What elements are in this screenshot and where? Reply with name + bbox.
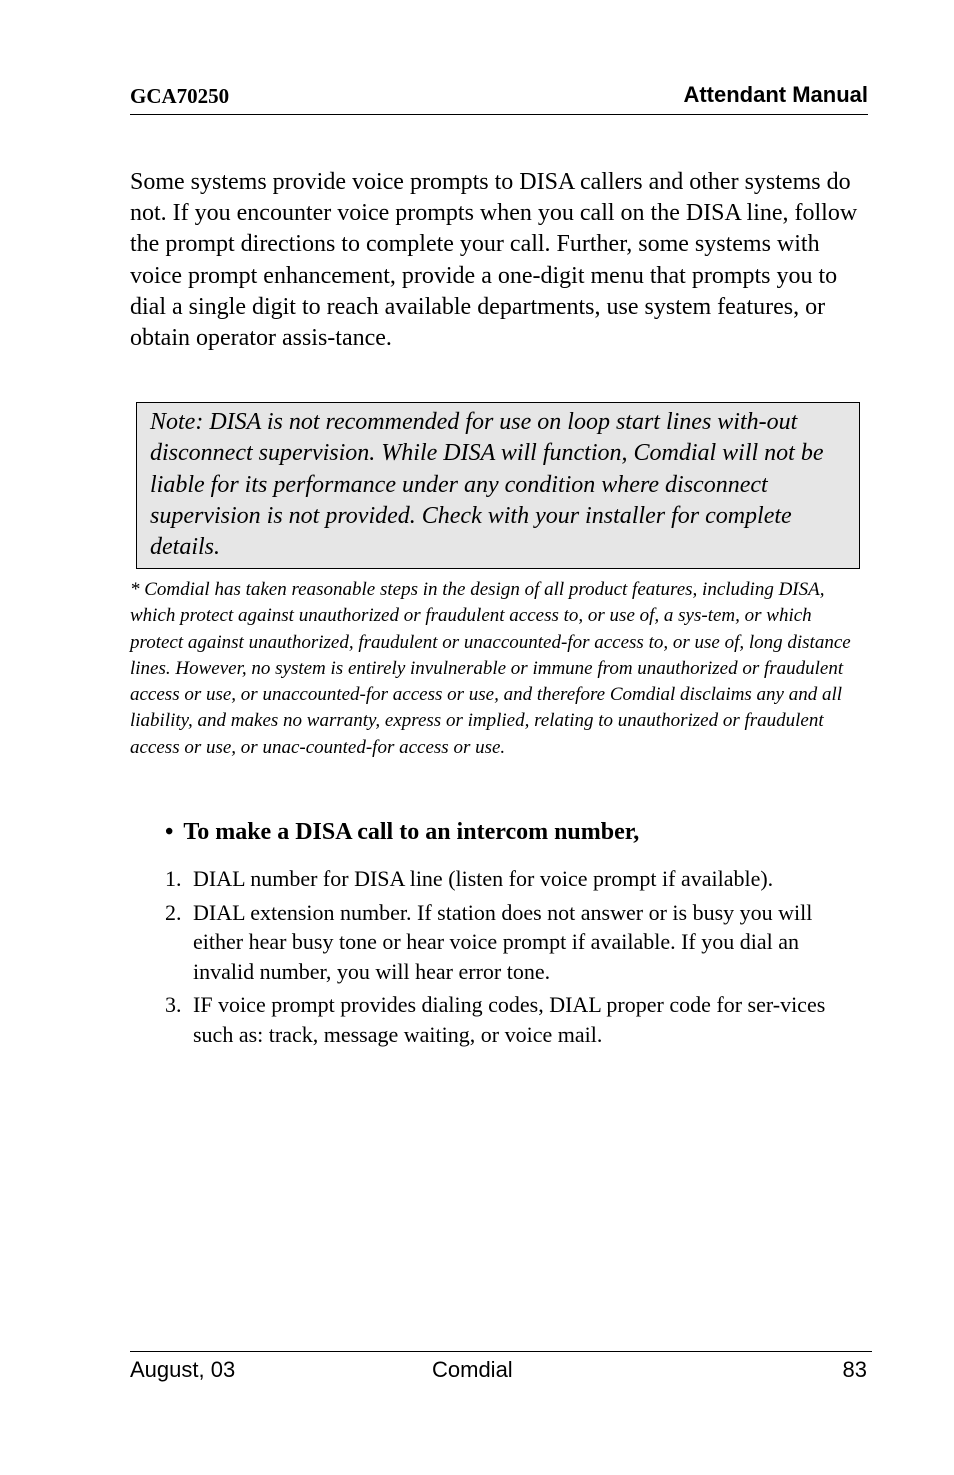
step-item — [165, 898, 865, 987]
disclaimer-paragraph: * Comdial has taken reasonable steps in the design of all product features, including DISA, which protect against unauthorized or fraudulent access to, or use of, a sys-tem, or which protect against unauthorized, fraudulent or unaccounted-for access to, or use of, long distance lines. However, no system is entirely invulnerable or immune from unauthorized or fraudulent access or use, or unaccounted-for access or use, and therefore Comdial disclaims any and all liability, and makes no warranty, express or implied, relating to unauthorized or fraudulent access or use, or unac-counted-for access or use. — [130, 579, 851, 758]
intro-paragraph: Some systems provide voice prompts to DISA callers and other systems do not. If you encounter voice prompts when you call on the DISA line, follow the prompt directions to complete your call. Further, some systems with voice prompt enhancement, provide a one-digit menu that prompts you to dial a single digit to reach available departments, use system features, or obtain operator assis-tance. — [130, 169, 858, 352]
step-text: DIAL number for DISA line (listen for voice prompt if available). — [193, 866, 774, 891]
bullet-icon: • — [165, 819, 174, 845]
page-number: 83 — [842, 1357, 867, 1382]
page-footer — [130, 1351, 872, 1388]
step-item — [165, 990, 865, 1049]
document-title: Attendant Manual — [683, 82, 868, 107]
procedure-steps — [165, 864, 865, 1053]
step-number: 2. — [165, 899, 182, 925]
step-item — [165, 864, 865, 894]
page-header — [130, 80, 868, 115]
footer-date: August, 03 — [130, 1357, 236, 1382]
step-text: IF voice prompt provides dialing codes, DIAL proper code for ser-vices such as: track, message waiting, or voice mail. — [193, 992, 826, 1047]
procedure-heading — [165, 819, 639, 846]
document-code: GCA70250 — [130, 84, 230, 108]
procedure-heading-text: To make a DISA call to an intercom number, — [183, 819, 640, 845]
step-text: DIAL extension number. If station does not answer or is busy you will either hear busy tone or hear voice prompt if available. If you dial an invalid number, you will hear error tone. — [193, 899, 813, 984]
footer-company: Comdial — [432, 1357, 513, 1382]
note-box: Note: DISA is not recommended for use on loop start lines with-out disconnect supervision. While DISA will function, Comdial will not be liable for its performance under any condition where disconnect supervision is not provided. Check with your installer for complete details. — [136, 402, 860, 569]
step-number: 1. — [165, 866, 182, 891]
step-number: 3. — [165, 992, 182, 1017]
